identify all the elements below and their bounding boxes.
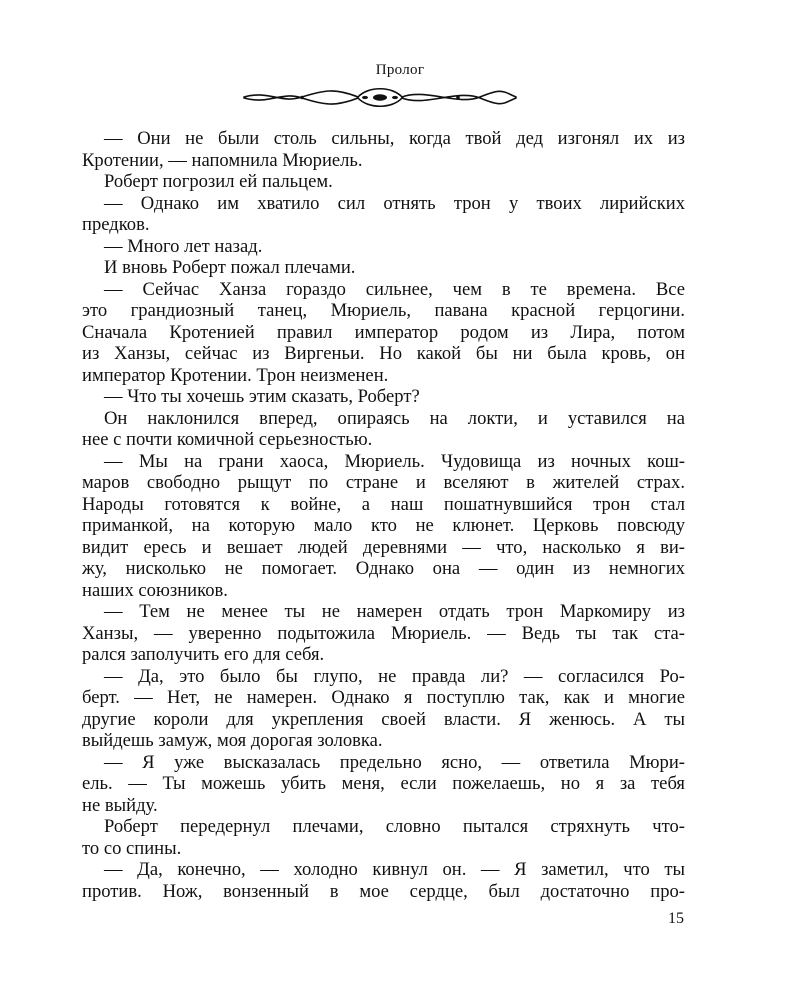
text-line: другие короли для укрепления своей власти. Я женюсь. А ты	[82, 708, 685, 730]
text-line: И вновь Роберт пожал плечами.	[104, 257, 356, 278]
text-line: Ханзы, — уверенно подытожила Мюриель. — Ведь ты так ста-	[82, 622, 685, 644]
text-line: — Однако им хватило сил отнять трон у твоих лирийских	[104, 192, 685, 214]
text-line: Роберт передернул плечами, словно пытался стряхнуть что-	[104, 816, 685, 837]
text-line: ель. — Ты можешь убить меня, если пожелаешь, но я за тебя	[82, 773, 685, 794]
page-number: 15	[668, 910, 684, 927]
chapter-header: Пролог	[375, 62, 425, 78]
flourish-divider-icon	[240, 82, 520, 112]
text-line: — Сейчас Ханза гораздо сильнее, чем в те времена. Все	[104, 278, 685, 300]
text-line: — Тем не менее ты не намерен отдать трон Маркомиру из	[104, 601, 685, 622]
text-line: предков.	[82, 214, 150, 235]
text-line: наших союзников.	[82, 579, 228, 601]
text-line: против. Нож, вонзенный в мое сердце, был достаточно про-	[82, 880, 685, 902]
text-line: нее с почти комичной серьезностью.	[82, 429, 373, 450]
text-line: — Да, это было бы глупо, не правда ли? — согласился Ро-	[104, 665, 685, 687]
text-line: жу, нисколько не помогает. Однако она — один из немногих	[82, 558, 685, 579]
text-line: это грандиозный танец, Мюриель, павана красной герцогини.	[82, 300, 685, 321]
text-line: рался заполучить его для себя.	[82, 644, 325, 665]
text-line: не выйду.	[82, 794, 158, 816]
text-line: из Ханзы, сейчас из Виргеньи. Но какой бы ни была кровь, он	[82, 343, 685, 364]
text-line: Народы готовятся к войне, а наш пошатнувшийся трон стал	[82, 493, 685, 515]
text-line: — Да, конечно, — холодно кивнул он. — Я заметил, что ты	[104, 859, 685, 880]
text-line: то со спины.	[82, 837, 182, 859]
text-line: — Я уже высказалась предельно ясно, — ответила Мюри-	[104, 751, 685, 773]
text-line: — Много лет назад.	[104, 235, 263, 257]
text-line: маров свободно рыщут по стране и вселяют в жителей страх.	[82, 472, 685, 493]
text-line: — Мы на грани хаоса, Мюриель. Чудовища из ночных кош-	[104, 450, 685, 472]
text-line: Он наклонился вперед, опираясь на локти, и уставился на	[104, 407, 685, 429]
text-line: император Кротении. Трон неизменен.	[82, 364, 389, 386]
text-line: видит ересь и вешает людей деревнями — что, насколько я ви-	[82, 536, 685, 558]
text-line: Кротении, — напомнила Мюриель.	[82, 149, 363, 171]
text-line: выйдешь замуж, моя дорогая золовка.	[82, 730, 383, 751]
text-line: — Что ты хочешь этим сказать, Роберт?	[104, 386, 420, 407]
text-line: Сначала Кротенией правил император родом из Лира, потом	[82, 321, 685, 343]
body-text	[82, 128, 685, 902]
text-line: берт. — Нет, не намерен. Однако я поступлю так, как и многие	[82, 687, 685, 708]
text-line: приманкой, на которую мало кто не клюнет. Церковь повсюду	[82, 515, 685, 536]
text-line: Роберт погрозил ей пальцем.	[104, 171, 333, 192]
text-line: — Они не были столь сильны, когда твой дед изгонял их из	[104, 128, 685, 149]
